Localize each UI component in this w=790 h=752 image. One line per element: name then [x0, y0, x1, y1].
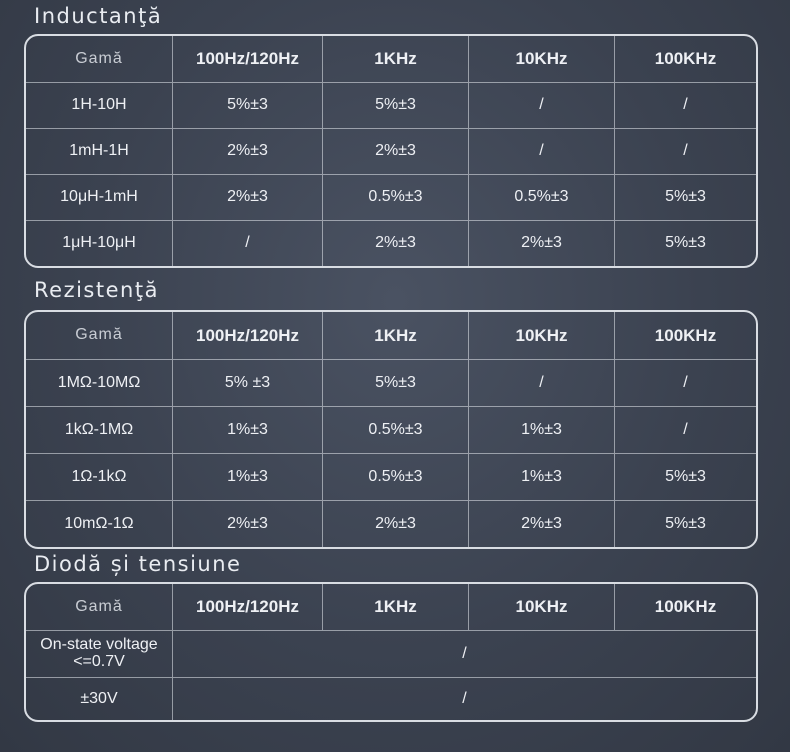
value-cell: 2%±3	[172, 501, 322, 547]
merged-value-cell: /	[172, 678, 756, 720]
table-row	[26, 406, 756, 453]
table-row	[26, 677, 756, 720]
inductance-table	[24, 34, 758, 268]
table-row	[26, 500, 756, 547]
value-cell: 5%±3	[172, 83, 322, 128]
header-100hz: 100Hz/120Hz	[172, 312, 322, 359]
table-row	[26, 128, 756, 174]
range-cell: 10μH-1mH	[60, 188, 138, 206]
merged-value-cell: /	[172, 631, 756, 677]
value-cell: 0.5%±3	[468, 175, 614, 220]
value-cell: 2%±3	[322, 221, 468, 266]
value-cell: 2%±3	[172, 175, 322, 220]
value-cell: /	[468, 360, 614, 406]
value-cell: 1%±3	[172, 454, 322, 500]
value-cell: 5%±3	[614, 454, 756, 500]
value-cell: 2%±3	[172, 129, 322, 174]
range-cell: 1MΩ-10MΩ	[57, 373, 141, 391]
header-100hz: 100Hz/120Hz	[172, 584, 322, 630]
value-cell: 1%±3	[468, 407, 614, 453]
header-range: Gamă	[75, 326, 123, 344]
value-cell: 5%±3	[614, 175, 756, 220]
value-cell: 0.5%±3	[322, 407, 468, 453]
header-10khz: 10KHz	[468, 312, 614, 359]
value-cell: 5%±3	[322, 360, 468, 406]
inductance-title: Inductanţă	[34, 4, 163, 28]
range-cell: ±30V	[80, 689, 118, 707]
header-1khz: 1KHz	[322, 312, 468, 359]
range-cell: 1kΩ-1MΩ	[64, 420, 134, 438]
value-cell: /	[172, 221, 322, 266]
header-range: Gamă	[75, 49, 123, 67]
header-100hz: 100Hz/120Hz	[172, 36, 322, 82]
diode-table	[24, 582, 758, 722]
header-10khz: 10KHz	[468, 36, 614, 82]
range-cell: 1mH-1H	[69, 142, 129, 160]
resistance-title: Rezistenţă	[34, 278, 159, 302]
table-row	[26, 220, 756, 266]
table-row	[26, 453, 756, 500]
value-cell: 2%±3	[322, 129, 468, 174]
value-cell: /	[614, 83, 756, 128]
value-cell: 5%±3	[322, 83, 468, 128]
value-cell: /	[614, 360, 756, 406]
value-cell: /	[468, 83, 614, 128]
value-cell: 0.5%±3	[322, 454, 468, 500]
header-1khz: 1KHz	[322, 36, 468, 82]
range-cell: 1μH-10μH	[62, 234, 136, 252]
range-cell: 1H-10H	[71, 96, 127, 114]
header-100khz: 100KHz	[614, 36, 756, 82]
value-cell: 5%±3	[614, 221, 756, 266]
table-row	[26, 82, 756, 128]
value-cell: /	[614, 129, 756, 174]
table-header-row	[26, 584, 756, 630]
table-row	[26, 359, 756, 406]
range-cell: 10mΩ-1Ω	[64, 514, 134, 532]
table-header-row	[26, 312, 756, 359]
header-range: Gamă	[75, 597, 123, 615]
value-cell: 2%±3	[468, 221, 614, 266]
value-cell: 1%±3	[172, 407, 322, 453]
table-header-row	[26, 36, 756, 82]
value-cell: 2%±3	[322, 501, 468, 547]
header-1khz: 1KHz	[322, 584, 468, 630]
value-cell: 0.5%±3	[322, 175, 468, 220]
value-cell: /	[614, 407, 756, 453]
diode-title: Diodă și tensiune	[34, 552, 242, 576]
value-cell: 2%±3	[468, 501, 614, 547]
header-100khz: 100KHz	[614, 312, 756, 359]
value-cell: 5% ±3	[172, 360, 322, 406]
table-row	[26, 174, 756, 220]
range-cell: On-state voltage <=0.7V	[40, 636, 158, 670]
range-cell: 1Ω-1kΩ	[71, 467, 127, 485]
value-cell: 5%±3	[614, 501, 756, 547]
header-100khz: 100KHz	[614, 584, 756, 630]
value-cell: /	[468, 129, 614, 174]
header-10khz: 10KHz	[468, 584, 614, 630]
value-cell: 1%±3	[468, 454, 614, 500]
table-row	[26, 630, 756, 677]
resistance-table	[24, 310, 758, 549]
